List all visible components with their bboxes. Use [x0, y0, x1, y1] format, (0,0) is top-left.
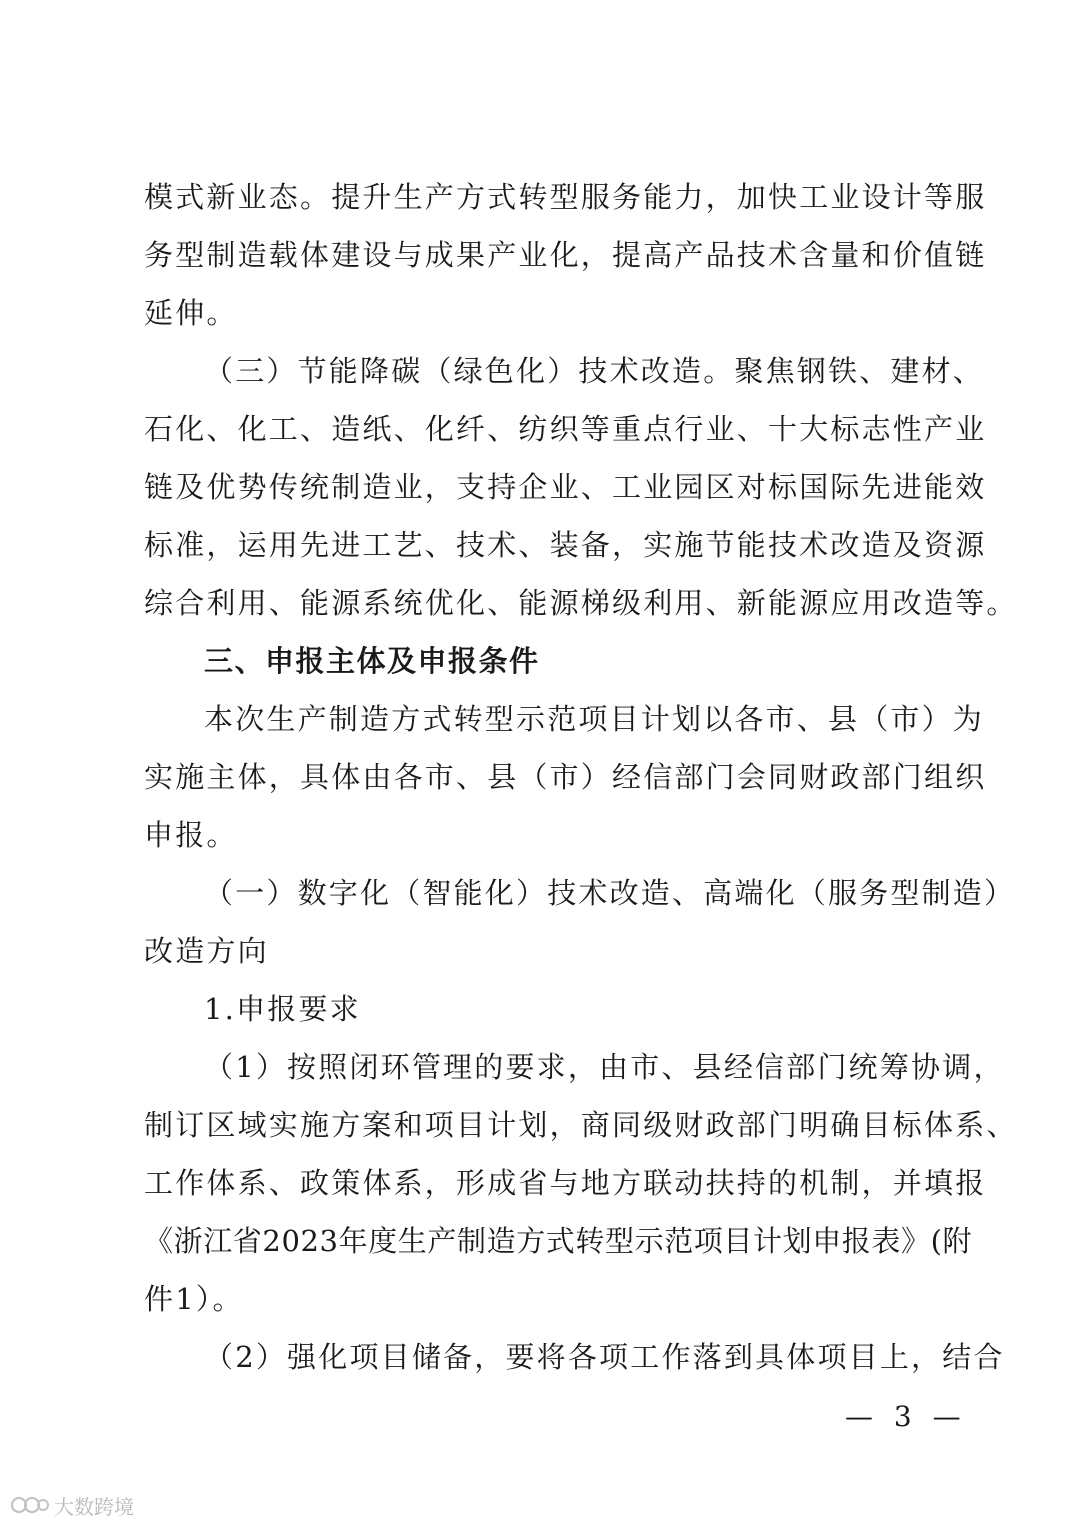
text-line: 实施主体，具体由各市、县（市）经信部门会同财政部门组织 [144, 760, 987, 794]
text-line: 延伸。 [144, 296, 238, 330]
text-line: 1.申报要求 [204, 992, 361, 1026]
text-line: 综合利用、能源系统优化、能源梯级利用、新能源应用改造等。 [144, 586, 1018, 620]
watermark [10, 1490, 134, 1520]
text-line: 模式新业态。提升生产方式转型服务能力，加快工业设计等服 [144, 180, 987, 214]
section-heading: 三、申报主体及申报条件 [204, 644, 540, 678]
text-line: （1）按照闭环管理的要求，由市、县经信部门统筹协调， [204, 1050, 1005, 1084]
text-line: 件1）。 [144, 1282, 244, 1316]
text-line: 务型制造载体建设与成果产业化，提高产品技术含量和价值链 [144, 238, 987, 272]
watermark-logo-icon [10, 1494, 50, 1516]
text-line: 工作体系、政策体系，形成省与地方联动扶持的机制，并填报 [144, 1166, 987, 1200]
text-line: 本次生产制造方式转型示范项目计划以各市、县（市）为 [204, 702, 985, 736]
body-text [144, 168, 1018, 1386]
text-line: 链及优势传统制造业，支持企业、工业园区对标国际先进能效 [144, 470, 987, 504]
text-line: 制订区域实施方案和项目计划，商同级财政部门明确目标体系、 [144, 1108, 1018, 1142]
page-number: — 3 — [845, 1400, 967, 1433]
text-line: 石化、化工、造纸、化纤、纺织等重点行业、十大标志性产业 [144, 412, 987, 446]
text-line: 改造方向 [144, 934, 269, 968]
text-line: （三）节能降碳（绿色化）技术改造。聚焦钢铁、建材、 [204, 354, 985, 388]
text-line: （一）数字化（智能化）技术改造、高端化（服务型制造） [204, 876, 1016, 910]
text-line: 《浙江省2023年度生产制造方式转型示范项目计划申报表》(附 [144, 1224, 973, 1258]
text-line: 申报。 [144, 818, 238, 852]
text-line: 标准，运用先进工艺、技术、装备，实施节能技术改造及资源 [144, 528, 987, 562]
text-line: （2）强化项目储备，要将各项工作落到具体项目上，结合 [204, 1340, 1005, 1374]
watermark-text: 大数跨境 [54, 1494, 134, 1519]
